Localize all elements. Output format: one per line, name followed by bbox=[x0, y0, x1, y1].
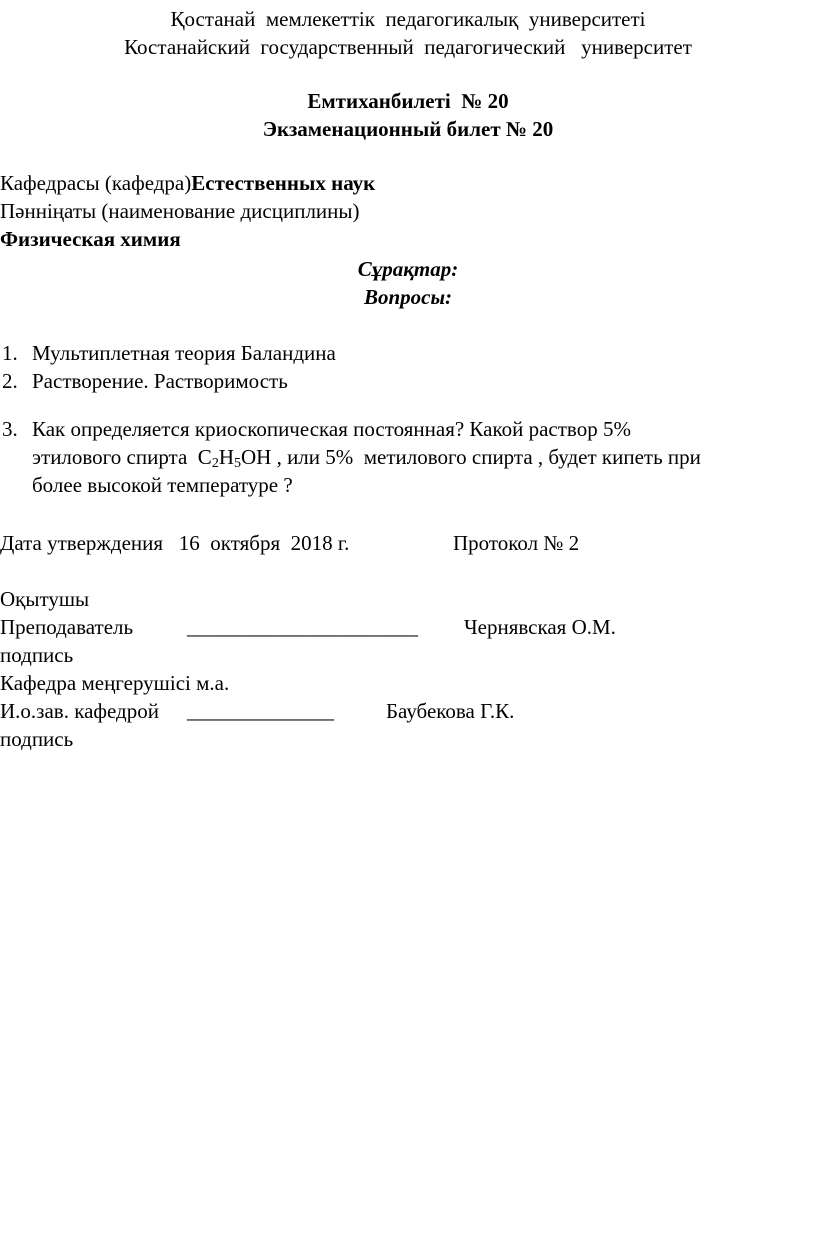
teacher-signature-line: ______________________ bbox=[187, 615, 418, 639]
head-label-ru: И.о.зав. кафедрой bbox=[0, 699, 159, 723]
question-item bbox=[0, 340, 816, 367]
head-signature-line: ______________ bbox=[187, 699, 334, 723]
teacher-name: Чернявская О.М. bbox=[464, 615, 616, 639]
ticket-title-ru: Экзаменационный билет № 20 bbox=[262, 117, 554, 141]
question-text: Мультиплетная теория Баландина bbox=[32, 341, 336, 365]
university-name-ru: Костанайский государственный педагогический университет bbox=[124, 35, 692, 59]
question-number: 2. bbox=[2, 369, 18, 393]
question-text: Растворение. Растворимость bbox=[32, 369, 288, 393]
question-item bbox=[0, 416, 816, 500]
questions-heading-kz: Сұрақтар: bbox=[357, 257, 459, 281]
teacher-label-ru: Преподаватель bbox=[0, 615, 134, 639]
teacher-label-kz: Оқытушы bbox=[0, 587, 90, 611]
discipline-value: Физическая химия bbox=[0, 227, 181, 251]
question-text-line-2: этилового спирта $C_2H_5OH$ , или 5% метилового спирта , будет кипеть при bbox=[32, 445, 701, 471]
discipline-label: Пәнніңаты (наименование дисциплины) bbox=[0, 199, 360, 223]
question-number: 3. bbox=[2, 417, 18, 441]
approval-date: Дата утверждения 16 октября 2018 г. bbox=[0, 531, 350, 555]
question-number: 1. bbox=[2, 341, 18, 365]
university-name-kz: Қостанай мемлекеттік педагогикалық университеті bbox=[170, 7, 646, 31]
department-label: Кафедрасы (кафедра) bbox=[0, 171, 192, 195]
question-text-line-3: более высокой температуре ? bbox=[32, 473, 293, 497]
protocol-number: Протокол № 2 bbox=[453, 531, 580, 555]
signature-caption: подпись bbox=[0, 643, 74, 667]
question-text-line-1: Как определяется криоскопическая постоянная? Какой раствор 5% bbox=[32, 417, 631, 441]
department-row bbox=[0, 170, 375, 197]
question-item bbox=[0, 368, 816, 395]
signature-caption: подпись bbox=[0, 727, 74, 751]
questions-heading-ru: Вопросы: bbox=[363, 285, 453, 309]
ticket-title-kz: Емтиханбилеті № 20 bbox=[307, 89, 509, 113]
head-label-kz: Кафедра меңгерушісі м.а. bbox=[0, 671, 230, 695]
department-value: Естественных наук bbox=[191, 171, 376, 195]
head-name: Баубекова Г.К. bbox=[386, 699, 515, 723]
